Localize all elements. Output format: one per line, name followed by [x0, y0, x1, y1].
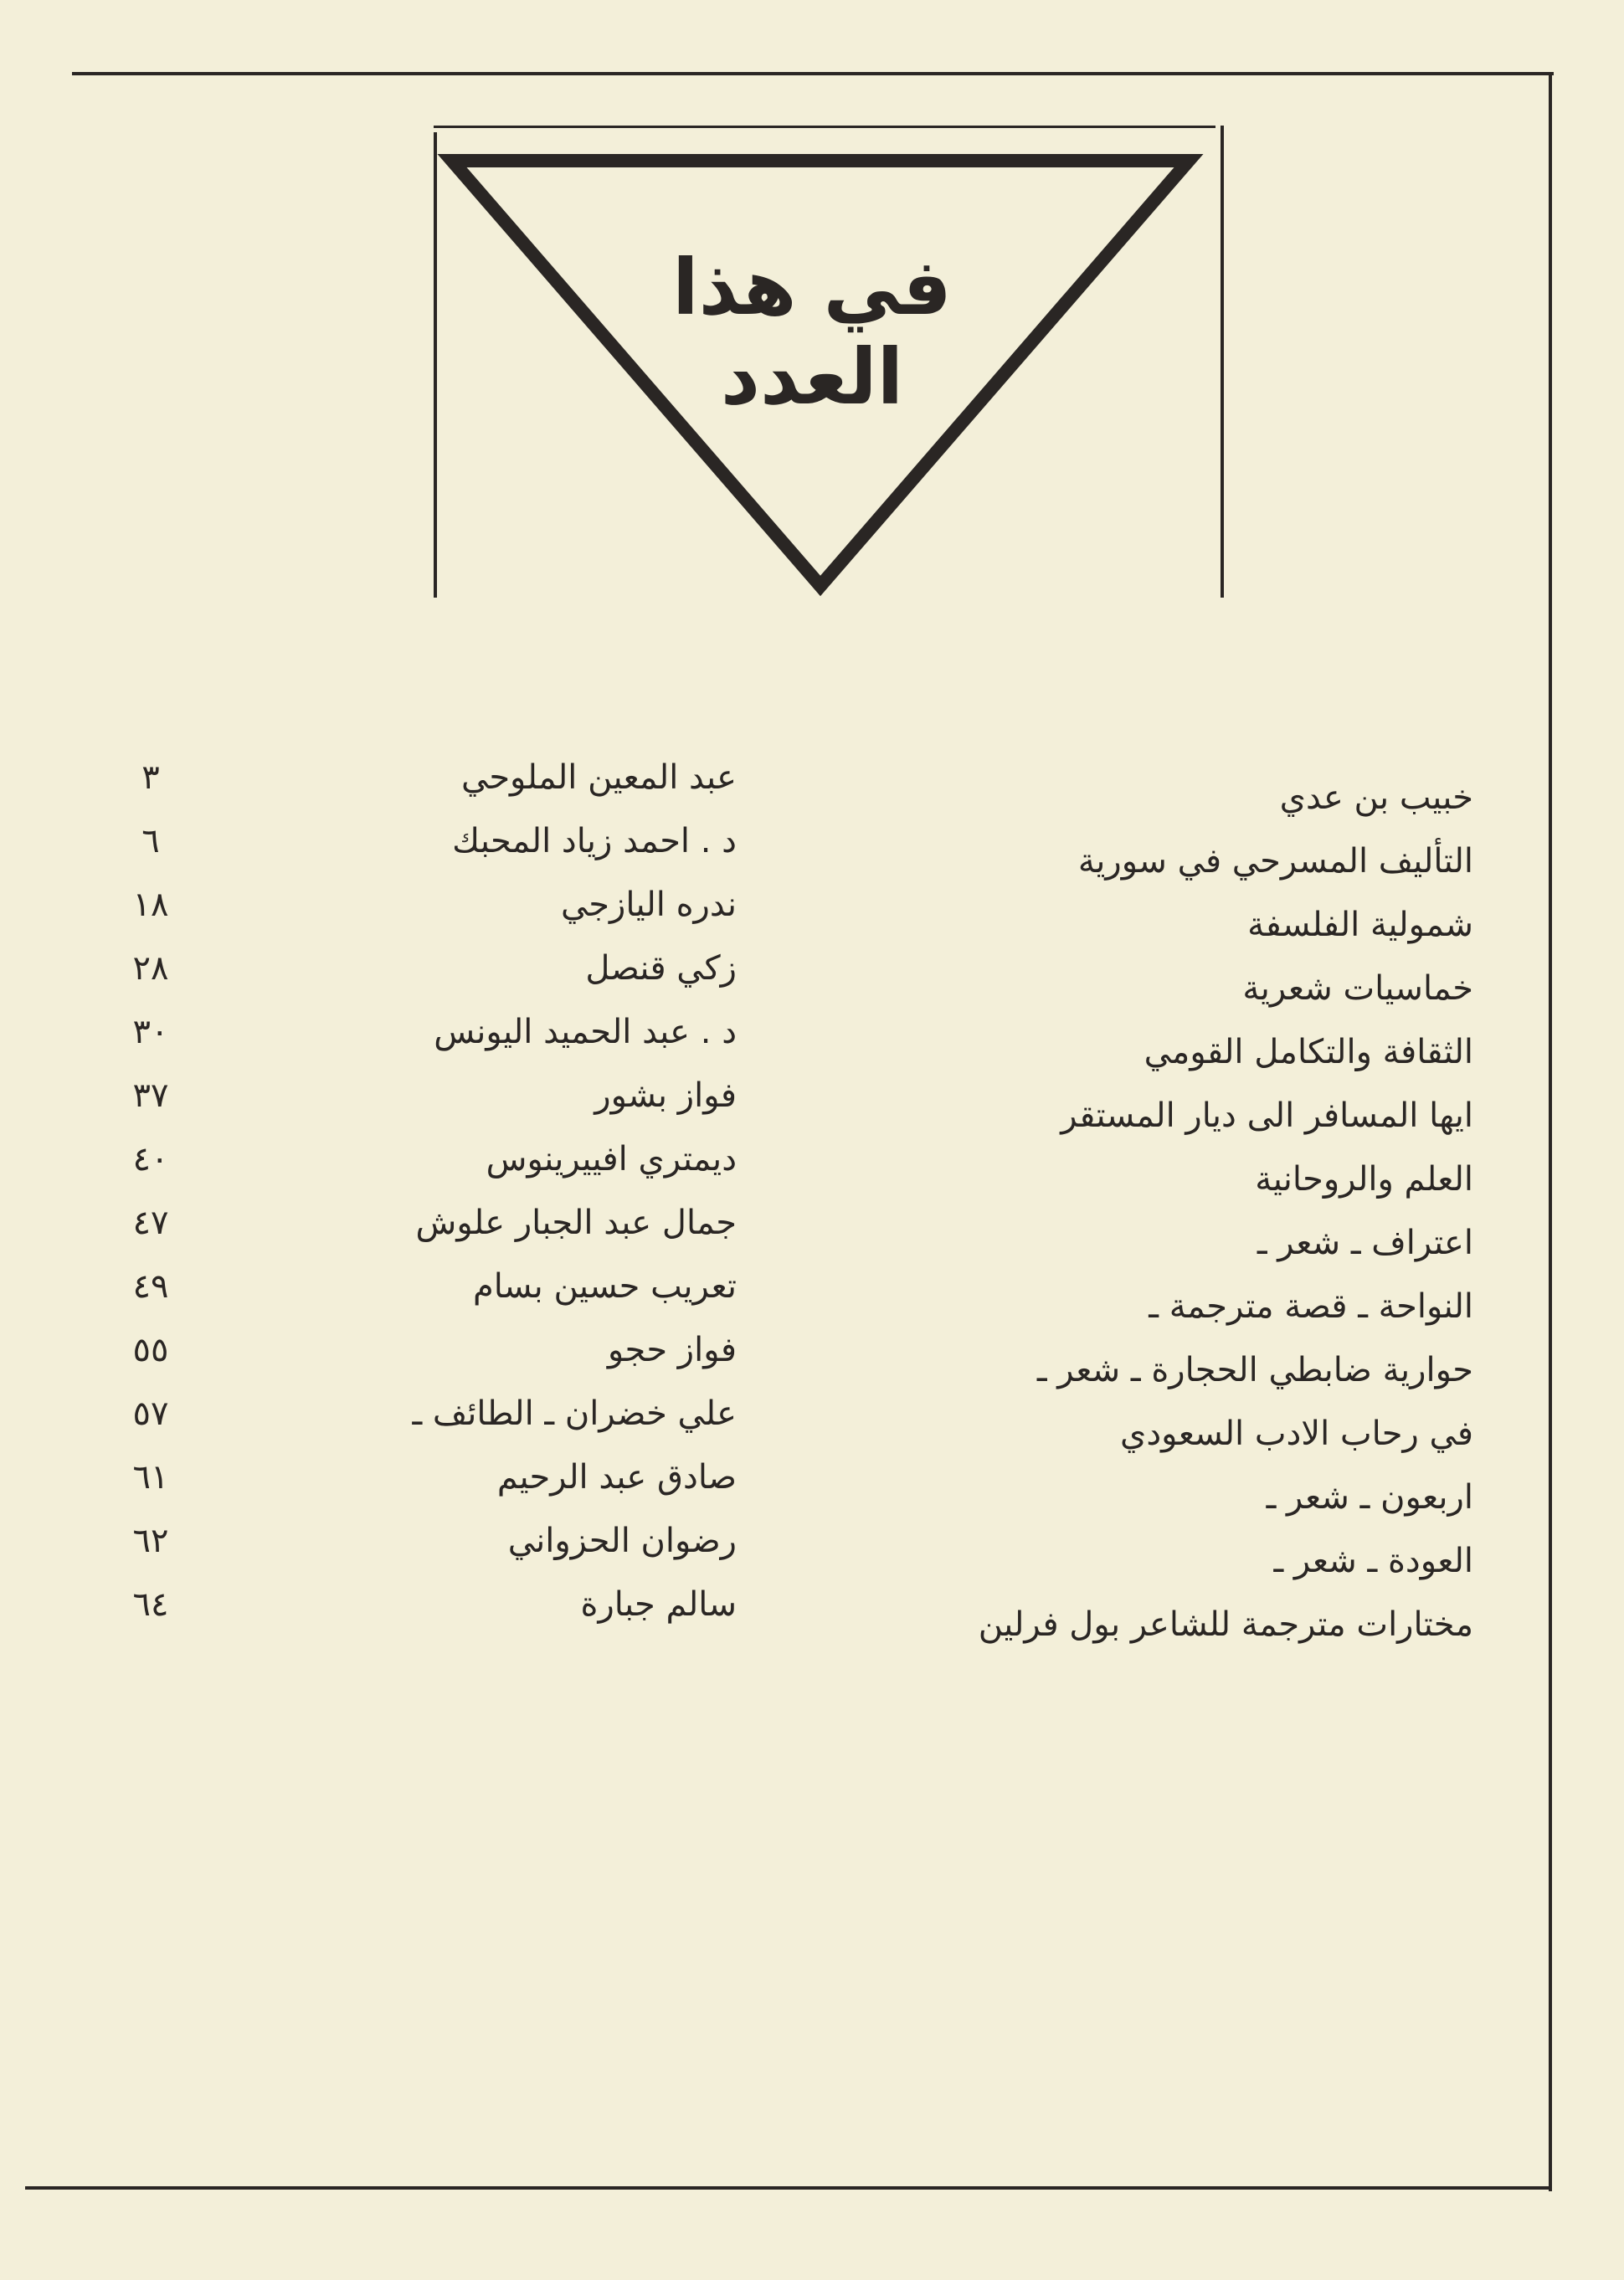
- toc-page-number: ٣: [141, 758, 160, 797]
- toc-author: جمال عبد الجبار علوش: [415, 1204, 737, 1242]
- toc-title: حوارية ضابطي الحجارة ـ شعر ـ: [1036, 1351, 1473, 1389]
- toc-author: د . عبد الحميد اليونس: [434, 1013, 737, 1051]
- section-title: في هذا العدد: [672, 243, 952, 422]
- toc-author: تعريب حسين بسام: [472, 1267, 737, 1306]
- toc-page-number: ٣٧: [132, 1076, 169, 1115]
- toc-page-number: ٦٢: [132, 1522, 169, 1560]
- toc-author: صادق عبد الرحيم: [496, 1458, 737, 1497]
- toc-author: ندره اليازجي: [560, 886, 737, 924]
- toc-page-number: ١٨: [132, 886, 169, 924]
- toc-title: العودة ـ شعر ـ: [1273, 1542, 1473, 1580]
- toc-title: العلم والروحانية: [1255, 1160, 1473, 1199]
- toc-title: اعتراف ـ شعر ـ: [1257, 1224, 1473, 1262]
- toc-title: التأليف المسرحي في سورية: [1077, 842, 1473, 881]
- toc-title: ايها المسافر الى ديار المستقر: [1061, 1096, 1473, 1135]
- toc-author: فواز بشور: [594, 1076, 737, 1115]
- toc-page-number: ٦١: [132, 1458, 169, 1497]
- toc-row: [0, 1585, 1624, 1652]
- toc-author: ديمتري افييرينوس: [486, 1140, 737, 1179]
- toc-page-number: ٥٥: [132, 1331, 169, 1369]
- toc-page-number: ٦٤: [132, 1585, 169, 1624]
- toc-page-number: ٥٧: [132, 1394, 169, 1433]
- toc-author: علي خضران ـ الطائف ـ: [412, 1394, 737, 1433]
- toc-title: شمولية الفلسفة: [1247, 906, 1473, 944]
- toc-page-number: ٢٨: [132, 949, 169, 988]
- toc-title: اربعون ـ شعر ـ: [1266, 1478, 1473, 1517]
- toc-author: د . احمد زياد المحبك: [452, 822, 737, 860]
- toc-author: فواز حجو: [607, 1331, 737, 1369]
- toc-author: عبد المعين الملوحي: [460, 758, 737, 797]
- toc-page-number: ٦: [141, 822, 160, 860]
- toc-title: الثقافة والتكامل القومي: [1143, 1033, 1473, 1071]
- toc-title: خبيب بن عدي: [1279, 778, 1473, 817]
- toc-title: مختارات مترجمة للشاعر بول فرلين: [978, 1605, 1473, 1644]
- toc-author: زكي قنصل: [585, 949, 737, 988]
- toc-page-number: ٤٧: [132, 1204, 169, 1242]
- toc-title: النواحة ـ قصة مترجمة ـ: [1149, 1287, 1473, 1326]
- toc-author: رضوان الحزواني: [507, 1522, 737, 1560]
- toc-author: سالم جبارة: [580, 1585, 737, 1624]
- toc-title: في رحاب الادب السعودي: [1120, 1415, 1473, 1453]
- toc-page-number: ٤٩: [132, 1267, 169, 1306]
- toc-page-number: ٤٠: [132, 1140, 169, 1179]
- toc-title: خماسيات شعرية: [1242, 969, 1473, 1008]
- toc-page-number: ٣٠: [132, 1013, 169, 1051]
